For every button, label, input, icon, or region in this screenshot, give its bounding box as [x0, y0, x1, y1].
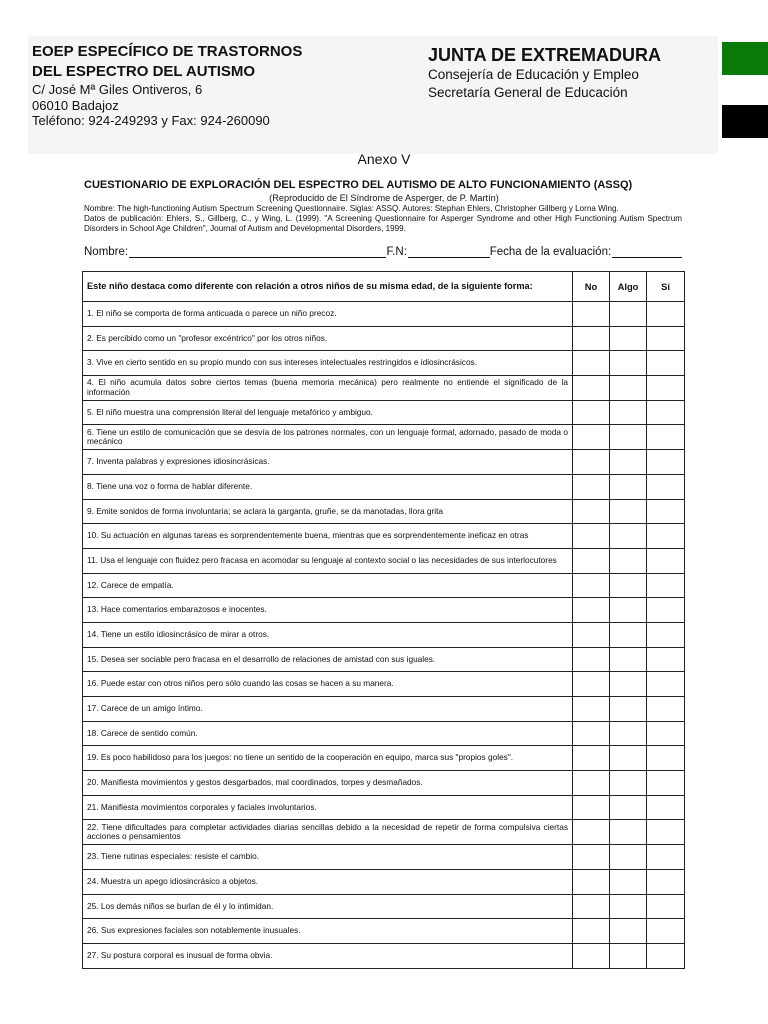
answer-algo-cell[interactable]	[610, 943, 647, 968]
flag-green-stripe	[722, 42, 768, 75]
answer-algo-cell[interactable]	[610, 376, 647, 401]
answer-algo-cell[interactable]	[610, 869, 647, 894]
table-row	[83, 622, 685, 647]
table-row	[83, 598, 685, 623]
question-text: 17. Carece de un amigo íntimo.	[83, 697, 573, 722]
answer-si-cell[interactable]	[647, 425, 685, 450]
table-row	[83, 771, 685, 796]
answer-no-cell[interactable]	[573, 647, 610, 672]
answer-algo-cell[interactable]	[610, 845, 647, 870]
answer-no-cell[interactable]	[573, 672, 610, 697]
answer-si-cell[interactable]	[647, 721, 685, 746]
answer-no-cell[interactable]	[573, 919, 610, 944]
table-row	[83, 573, 685, 598]
table-row	[83, 524, 685, 549]
answer-algo-cell[interactable]	[610, 771, 647, 796]
answer-no-cell[interactable]	[573, 943, 610, 968]
answer-si-cell[interactable]	[647, 697, 685, 722]
question-text: 14. Tiene un estilo idiosincrásico de mirar a otros.	[83, 622, 573, 647]
table-row	[83, 820, 685, 845]
question-text: 3. Vive en cierto sentido en su propio mundo con sus intereses intelectuales restringidos e idiosincrásicos.	[83, 351, 573, 376]
table-header-text: Este niño destaca como diferente con relación a otros niños de su misma edad, de la siguiente forma:	[83, 272, 573, 302]
table-row	[83, 943, 685, 968]
question-text: 10. Su actuación en algunas tareas es sorprendentemente buena, mientras que es sorprendentemente ineficaz en otras	[83, 524, 573, 549]
answer-no-cell[interactable]	[573, 771, 610, 796]
question-text: 4. El niño acumula datos sobre ciertos temas (buena memoria mecánica) pero realmente no entiende el significado de la información	[83, 376, 573, 401]
answer-algo-cell[interactable]	[610, 795, 647, 820]
government-department: Consejería de Educación y Empleo	[428, 67, 639, 82]
flag-black-stripe	[722, 105, 768, 138]
answer-no-cell[interactable]	[573, 845, 610, 870]
answer-algo-cell[interactable]	[610, 351, 647, 376]
answer-algo-cell[interactable]	[610, 573, 647, 598]
evaluation-date-field[interactable]	[612, 245, 682, 258]
table-row	[83, 400, 685, 425]
column-no: No	[573, 272, 610, 302]
answer-si-cell[interactable]	[647, 376, 685, 401]
answer-si-cell[interactable]	[647, 647, 685, 672]
table-row	[83, 721, 685, 746]
answer-no-cell[interactable]	[573, 820, 610, 845]
question-text: 18. Carece de sentido común.	[83, 721, 573, 746]
table-row	[83, 425, 685, 450]
school-postcode: 06010 Badajoz	[32, 97, 119, 113]
table-row	[83, 450, 685, 475]
table-row	[83, 746, 685, 771]
reference-text	[84, 204, 682, 233]
school-header	[32, 42, 302, 129]
question-text: 21. Manifiesta movimientos corporales y faciales involuntarios.	[83, 795, 573, 820]
answer-algo-cell[interactable]	[610, 598, 647, 623]
answer-no-cell[interactable]	[573, 894, 610, 919]
answer-no-cell[interactable]	[573, 400, 610, 425]
government-secretariat: Secretaría General de Educación	[428, 85, 628, 100]
answer-algo-cell[interactable]	[610, 400, 647, 425]
answer-algo-cell[interactable]	[610, 919, 647, 944]
answer-no-cell[interactable]	[573, 499, 610, 524]
question-text: 26. Sus expresiones faciales son notablemente inusuales.	[83, 919, 573, 944]
answer-si-cell[interactable]	[647, 943, 685, 968]
answer-no-cell[interactable]	[573, 746, 610, 771]
answer-algo-cell[interactable]	[610, 820, 647, 845]
answer-si-cell[interactable]	[647, 771, 685, 796]
table-row	[83, 647, 685, 672]
table-row	[83, 894, 685, 919]
questionnaire-table	[82, 271, 685, 969]
question-text: 25. Los demás niños se burlan de él y lo intimidan.	[83, 894, 573, 919]
answer-si-cell[interactable]	[647, 795, 685, 820]
answer-si-cell[interactable]	[647, 845, 685, 870]
answer-si-cell[interactable]	[647, 548, 685, 573]
answer-si-cell[interactable]	[647, 524, 685, 549]
question-text: 6. Tiene un estilo de comunicación que se desvía de los patrones normales, con un lenguaje formal, adornado, pasado de moda o mecánico	[83, 425, 573, 450]
answer-no-cell[interactable]	[573, 450, 610, 475]
answer-algo-cell[interactable]	[610, 894, 647, 919]
reference-line-2: Datos de publicación: Ehlers, S., Gillberg, C., y Wing, L. (1999). "A Screening Questionnaire for Asperger Syndrome and other High Functioning Autism Spectrum Disorders in School Age Children", Journal of Autism and Developmental Disorders, 1999.	[84, 213, 682, 233]
answer-algo-cell[interactable]	[610, 746, 647, 771]
answer-algo-cell[interactable]	[610, 548, 647, 573]
column-si: Sí	[647, 272, 685, 302]
question-text: 19. Es poco habilidoso para los juegos: no tiene un sentido de la cooperación en equipo, marca sus "propios goles".	[83, 746, 573, 771]
answer-algo-cell[interactable]	[610, 721, 647, 746]
answer-no-cell[interactable]	[573, 795, 610, 820]
answer-algo-cell[interactable]	[610, 425, 647, 450]
school-address: C/ José Mª Giles Ontiveros, 6	[32, 82, 203, 97]
answer-si-cell[interactable]	[647, 894, 685, 919]
answer-no-cell[interactable]	[573, 869, 610, 894]
column-algo: Algo	[610, 272, 647, 302]
answer-si-cell[interactable]	[647, 400, 685, 425]
answer-si-cell[interactable]	[647, 351, 685, 376]
annex-title: Anexo V	[357, 151, 411, 167]
question-text: 16. Puede estar con otros niños pero sólo cuando las cosas se hacen a su manera.	[83, 672, 573, 697]
answer-no-cell[interactable]	[573, 573, 610, 598]
answer-si-cell[interactable]	[647, 919, 685, 944]
question-text: 20. Manifiesta movimientos y gestos desgarbados, mal coordinados, torpes y desmañados.	[83, 771, 573, 796]
question-text: 9. Emite sonidos de forma involuntaria; se aclara la garganta, gruñe, se da manotadas, llora grita	[83, 499, 573, 524]
question-text: 23. Tiene rutinas especiales: resiste el cambio.	[83, 845, 573, 870]
answer-si-cell[interactable]	[647, 499, 685, 524]
answer-si-cell[interactable]	[647, 869, 685, 894]
school-name-line1: EOEP ESPECÍFICO DE TRASTORNOS	[32, 43, 303, 60]
birthdate-label: F.N:	[386, 246, 407, 258]
table-row	[83, 697, 685, 722]
answer-si-cell[interactable]	[647, 746, 685, 771]
table-row	[83, 795, 685, 820]
answer-si-cell[interactable]	[647, 474, 685, 499]
question-text: 5. El niño muestra una comprensión literal del lenguaje metafórico y ambiguo.	[83, 400, 573, 425]
school-name-line2: DEL ESPECTRO DEL AUTISMO	[32, 63, 256, 80]
answer-no-cell[interactable]	[573, 376, 610, 401]
answer-si-cell[interactable]	[647, 326, 685, 351]
question-text: 1. El niño se comporta de forma anticuada o parece un niño precoz.	[83, 302, 573, 327]
questionnaire-title: CUESTIONARIO DE EXPLORACIÓN DEL ESPECTRO DEL AUTISMO DE ALTO FUNCIONAMIENTO (ASSQ)	[84, 179, 633, 191]
answer-no-cell[interactable]	[573, 524, 610, 549]
question-text: 8. Tiene una voz o forma de hablar diferente.	[83, 474, 573, 499]
answer-algo-cell[interactable]	[610, 647, 647, 672]
answer-algo-cell[interactable]	[610, 672, 647, 697]
question-text: 12. Carece de empatía.	[83, 573, 573, 598]
answer-algo-cell[interactable]	[610, 697, 647, 722]
answer-no-cell[interactable]	[573, 474, 610, 499]
question-text: 15. Desea ser sociable pero fracasa en el desarrollo de relaciones de amistad con sus iguales.	[83, 647, 573, 672]
table-row	[83, 351, 685, 376]
answer-algo-cell[interactable]	[610, 499, 647, 524]
answer-no-cell[interactable]	[573, 302, 610, 327]
answer-no-cell[interactable]	[573, 697, 610, 722]
answer-si-cell[interactable]	[647, 622, 685, 647]
table-row	[83, 302, 685, 327]
answer-algo-cell[interactable]	[610, 302, 647, 327]
answer-no-cell[interactable]	[573, 548, 610, 573]
government-header	[428, 44, 661, 102]
answer-si-cell[interactable]	[647, 820, 685, 845]
table-row	[83, 919, 685, 944]
identification-fields	[84, 245, 682, 258]
question-text: 24. Muestra un apego idiosincrásico a objetos.	[83, 869, 573, 894]
question-text: 22. Tiene dificultades para completar actividades diarias sencillas debido a la necesidad de repetir de forma compulsiva ciertas acciones o pensamientos	[83, 820, 573, 845]
evaluation-date-label: Fecha de la evaluación:	[489, 246, 612, 258]
answer-si-cell[interactable]	[647, 573, 685, 598]
name-label: Nombre:	[84, 246, 129, 258]
reference-line-1: Nombre: The high-functioning Autism Spectrum Screening Questionnaire. Siglas: ASSQ. Autores: Stephan Ehlers, Christopher Gillberg y Lorna Wing.	[84, 204, 619, 213]
table-row	[83, 326, 685, 351]
answer-no-cell[interactable]	[573, 351, 610, 376]
table-row	[83, 376, 685, 401]
answer-si-cell[interactable]	[647, 450, 685, 475]
table-row	[83, 845, 685, 870]
table-row	[83, 672, 685, 697]
table-header-row	[83, 272, 685, 302]
answer-no-cell[interactable]	[573, 622, 610, 647]
answer-no-cell[interactable]	[573, 326, 610, 351]
table-row	[83, 869, 685, 894]
answer-algo-cell[interactable]	[610, 450, 647, 475]
answer-si-cell[interactable]	[647, 598, 685, 623]
answer-algo-cell[interactable]	[610, 622, 647, 647]
birthdate-field[interactable]	[408, 245, 490, 258]
answer-si-cell[interactable]	[647, 672, 685, 697]
table-row	[83, 548, 685, 573]
question-text: 13. Hace comentarios embarazosos e inocentes.	[83, 598, 573, 623]
government-name: JUNTA DE EXTREMADURA	[428, 45, 662, 65]
question-text: 11. Usa el lenguaje con fluidez pero fracasa en acomodar su lenguaje al contexto social o las necesidades de sus interlocutores	[83, 548, 573, 573]
answer-no-cell[interactable]	[573, 721, 610, 746]
answer-algo-cell[interactable]	[610, 326, 647, 351]
name-field[interactable]	[129, 245, 386, 258]
answer-no-cell[interactable]	[573, 425, 610, 450]
answer-algo-cell[interactable]	[610, 474, 647, 499]
answer-si-cell[interactable]	[647, 302, 685, 327]
question-text: 7. Inventa palabras y expresiones idiosincrásicas.	[83, 450, 573, 475]
table-row	[83, 499, 685, 524]
school-phone: Teléfono: 924-249293 y Fax: 924-260090	[32, 113, 270, 128]
table-row	[83, 474, 685, 499]
question-text: 2. Es percibido como un "profesor excéntrico" por los otros niños.	[83, 326, 573, 351]
answer-no-cell[interactable]	[573, 598, 610, 623]
answer-algo-cell[interactable]	[610, 524, 647, 549]
source-note: (Reproducido de El Síndrome de Asperger, de P. Martín)	[269, 193, 499, 203]
question-text: 27. Su postura corporal es inusual de forma obvia.	[83, 943, 573, 968]
